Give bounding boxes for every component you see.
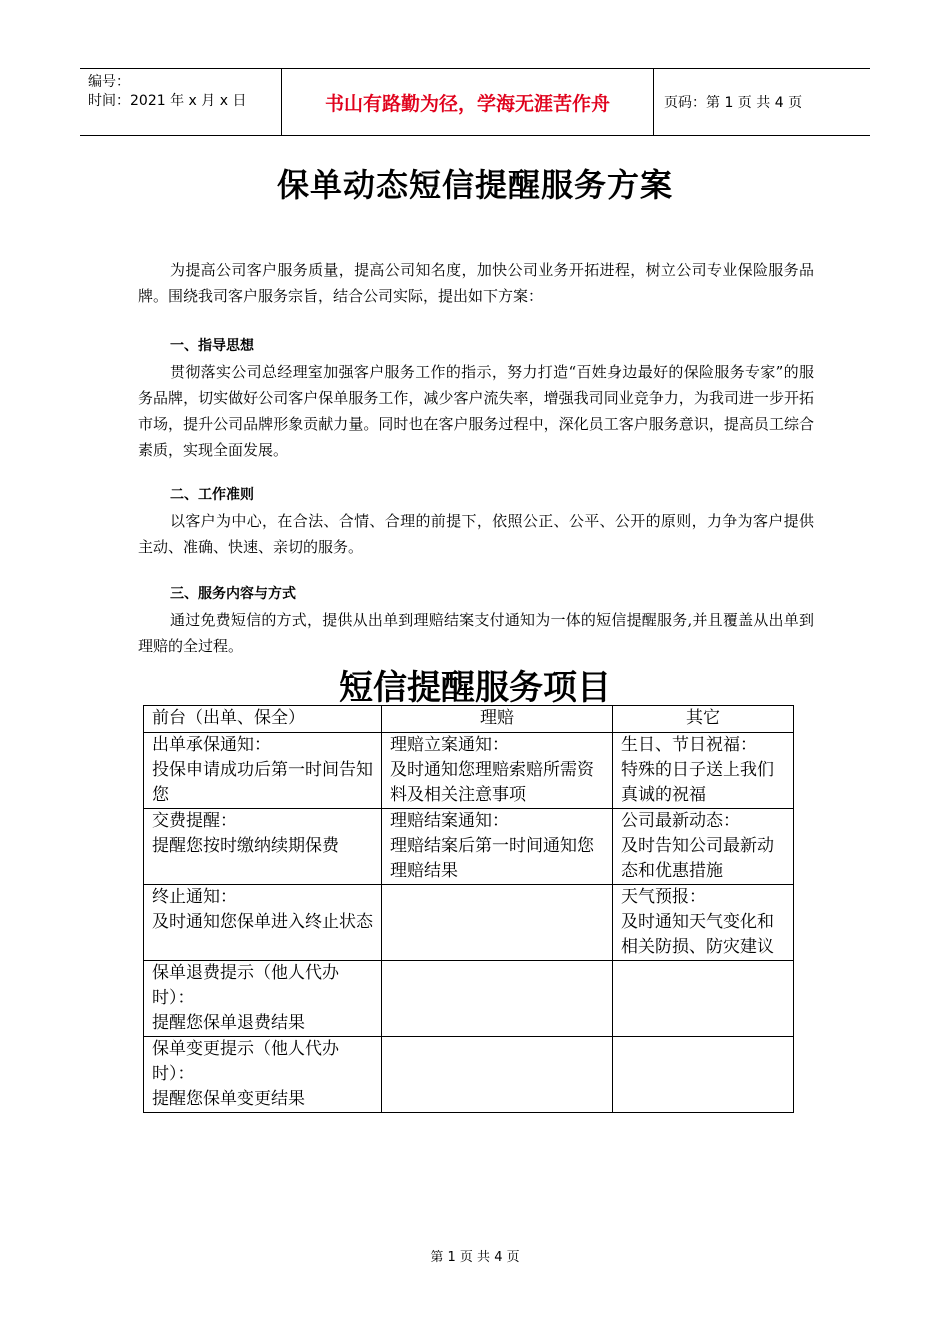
- cell-title: 理赔立案通知：: [390, 735, 509, 755]
- table-cell: [144, 1037, 382, 1113]
- table-cell: [613, 961, 794, 1037]
- cell-desc: 提醒您按时缴纳续期保费: [152, 836, 339, 856]
- cell-desc: 及时通知天气变化和相关防损、防灾建议: [621, 912, 774, 957]
- number-label: 编号：: [88, 74, 130, 90]
- table-cell: [144, 809, 382, 885]
- document-header: [80, 68, 870, 136]
- table-cell: [613, 733, 794, 809]
- table-cell: [382, 961, 613, 1037]
- page-footer: 第 1 页 共 4 页: [430, 1250, 520, 1265]
- cell-title: 公司最新动态：: [621, 811, 740, 831]
- intro-paragraph: 为提高公司客户服务质量，提高公司知名度，加快公司业务开拓进程，树立公司专业保险服务品牌。围绕我司客户服务宗旨，结合公司实际，提出如下方案：: [138, 261, 814, 305]
- column-header-claims: 理赔: [382, 706, 613, 733]
- table-cell: [382, 733, 613, 809]
- table-cell: [144, 961, 382, 1037]
- cell-desc: 及时通知您保单进入终止状态: [152, 912, 373, 932]
- table-cell: [613, 809, 794, 885]
- cell-title: 出单承保通知：: [152, 735, 271, 755]
- header-motto: 书山有路勤为径，学海无涯苦作舟: [282, 69, 654, 135]
- column-header-other: 其它: [613, 706, 794, 733]
- section-body: 贯彻落实公司总经理室加强客户服务工作的指示，努力打造“百姓身边最好的保险服务专家”的服务品牌，切实做好公司客户保单服务工作，减少客户流失率，增强我司同业竞争力，为我司进一步开拓市场，提升公司品牌形象贡献力量。同时也在客户服务过程中，深化员工客户服务意识，提高员工综合素质，实现全面发展。: [138, 363, 814, 459]
- section-heading: 一、指导思想: [170, 338, 254, 354]
- section-body: 通过免费短信的方式，提供从出单到理赔结案支付通知为一体的短信提醒服务,并且覆盖从出单到理赔的全过程。: [138, 611, 814, 655]
- cell-desc: 提醒您保单变更结果: [152, 1089, 305, 1109]
- table-cell: [613, 1037, 794, 1113]
- table-row: [144, 961, 794, 1037]
- section-guiding-thought: [138, 333, 814, 463]
- cell-desc: 特殊的日子送上我们真诚的祝福: [621, 760, 774, 805]
- cell-title: 天气预报：: [621, 887, 706, 907]
- table-title: 短信提醒服务项目: [339, 668, 611, 708]
- cell-desc: 提醒您保单退费结果: [152, 1013, 305, 1033]
- table-cell: [382, 809, 613, 885]
- cell-title: 保单变更提示（他人代办时）：: [152, 1039, 339, 1084]
- document-title: 保单动态短信提醒服务方案: [276, 166, 673, 204]
- header-meta: [80, 69, 282, 135]
- section-service-content: [138, 581, 814, 659]
- table-row: [144, 809, 794, 885]
- cell-desc: 投保申请成功后第一时间告知您: [152, 760, 373, 805]
- column-header-front-desk: 前台（出单、保全）: [144, 706, 382, 733]
- cell-desc: 理赔结案后第一时间通知您理赔结果: [390, 836, 594, 881]
- table-cell: [613, 885, 794, 961]
- cell-desc: 及时通知您理赔索赔所需资料及相关注意事项: [390, 760, 594, 805]
- intro-block: [138, 257, 814, 309]
- cell-title: 交费提醒：: [152, 811, 237, 831]
- table-cell: [382, 885, 613, 961]
- section-heading: 二、工作准则: [170, 487, 254, 503]
- cell-title: 终止通知：: [152, 887, 237, 907]
- cell-title: 生日、节日祝福：: [621, 735, 757, 755]
- table-row: [144, 885, 794, 961]
- cell-title: 理赔结案通知：: [390, 811, 509, 831]
- table-cell: [144, 885, 382, 961]
- time-label: 时间：2021 年 x 月 x 日: [88, 93, 247, 109]
- table-cell: [382, 1037, 613, 1113]
- service-items-table: [143, 705, 794, 1113]
- cell-desc: 及时告知公司最新动态和优惠措施: [621, 836, 774, 881]
- table-header-row: [144, 706, 794, 733]
- section-heading: 三、服务内容与方式: [170, 586, 296, 602]
- table-cell: [144, 733, 382, 809]
- section-body: 以客户为中心，在合法、合情、合理的前提下，依照公正、公平、公开的原则，力争为客户提供主动、准确、快速、亲切的服务。: [138, 512, 814, 556]
- table-row: [144, 1037, 794, 1113]
- header-page-info: 页码：第 1 页 共 4 页: [664, 95, 803, 111]
- cell-title: 保单退费提示（他人代办时）：: [152, 963, 339, 1008]
- section-work-principles: [138, 482, 814, 560]
- table-row: [144, 733, 794, 809]
